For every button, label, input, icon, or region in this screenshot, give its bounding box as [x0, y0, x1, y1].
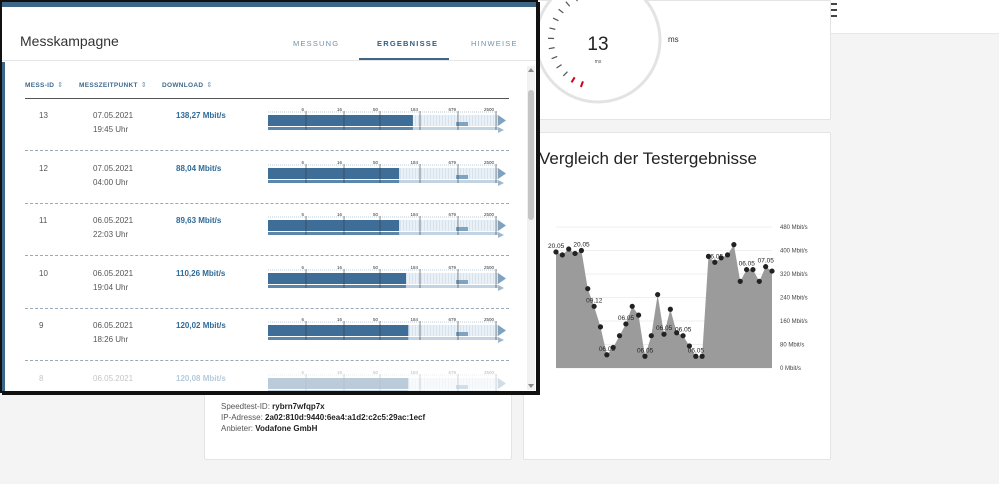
scroll-down-icon[interactable] — [528, 384, 534, 388]
scale-tick-label: 16 — [336, 264, 342, 270]
provider-label: Anbieter: — [221, 424, 254, 433]
ping-unit-small: ms — [594, 59, 602, 65]
row-id: 8 — [39, 373, 44, 383]
column-header-download-label: DOWNLOAD — [162, 82, 204, 89]
compare-title: Vergleich der Testergebnisse — [539, 149, 757, 168]
scale-tick-label: 6 — [301, 264, 304, 270]
chart-point-label: 09.12 — [586, 297, 603, 305]
row-time: 22:03 Uhr — [93, 230, 129, 239]
download-scale-bar — [268, 315, 508, 349]
chart-point-label: 06.05 — [598, 345, 616, 353]
row-id: 9 — [39, 321, 44, 330]
scale-tick-label: 679 — [448, 212, 456, 217]
scale-tick-label: 2500 — [483, 159, 494, 165]
chart-data-point[interactable] — [623, 321, 628, 326]
row-id: 10 — [39, 268, 48, 278]
ping-gauge — [540, 0, 665, 110]
table-row[interactable] — [25, 257, 509, 309]
chart-data-point[interactable] — [763, 264, 768, 269]
panel-scrollbar[interactable] — [527, 66, 535, 390]
scale-tick-label: 184 — [410, 264, 418, 270]
chart-data-point[interactable] — [617, 333, 622, 338]
y-tick-label: 240 Mbit/s — [780, 295, 808, 302]
scale-tick-label: 50 — [372, 107, 378, 112]
scale-tick-label: 6 — [301, 107, 304, 112]
chart-data-point[interactable] — [604, 352, 609, 357]
y-tick-label: 320 Mbit/s — [780, 272, 808, 278]
chart-point-label: 06.05 — [706, 253, 724, 261]
scale-tick-label: 50 — [372, 317, 378, 322]
chart-data-point[interactable] — [566, 246, 571, 251]
scale-tick-label: 2500 — [483, 107, 494, 112]
scale-tick-label: 2500 — [483, 212, 494, 217]
scale-tick-label: 679 — [448, 107, 456, 112]
chart-point-label: 06.05 — [636, 347, 654, 355]
y-tick-label: 400 Mbit/s — [780, 248, 808, 255]
chart-data-point[interactable] — [642, 354, 647, 359]
row-id: 13 — [39, 111, 48, 120]
row-id: 11 — [39, 216, 48, 225]
tab-divider — [2, 60, 536, 61]
row-date: 07.05.2021 — [93, 111, 134, 120]
scale-tick-label: 16 — [336, 107, 342, 112]
sort-icon: ⇕ — [140, 82, 147, 89]
chart-point-label: 20.05 — [573, 241, 590, 249]
chart-data-point[interactable] — [738, 279, 743, 284]
sort-icon: ⇕ — [57, 82, 64, 89]
scale-tick-label: 50 — [372, 212, 378, 217]
table-row[interactable] — [25, 309, 509, 361]
speedtest-id-value: rybrn7wfqp7x — [272, 402, 325, 411]
column-header-time-label: MESSZEITPUNKT — [79, 82, 138, 89]
row-time: 04:00 Uhr — [93, 177, 129, 187]
table-row[interactable] — [25, 362, 509, 394]
speedtest-id-label: Speedtest-ID: — [221, 402, 270, 411]
chart-data-point[interactable] — [712, 260, 717, 265]
row-download: 138,27 Mbit/s — [176, 111, 226, 120]
chart-data-point[interactable] — [636, 313, 641, 318]
scale-tick-label: 679 — [448, 159, 456, 165]
y-tick-label: 0 Mbit/s — [780, 366, 802, 372]
scale-tick-label: 2500 — [483, 369, 494, 375]
scale-tick-label: 184 — [410, 212, 418, 217]
download-scale-bar — [268, 210, 508, 244]
row-download: 120,08 Mbit/s — [176, 373, 226, 383]
ping-unit: ms — [668, 35, 679, 44]
scale-tick-label: 184 — [410, 107, 418, 112]
scale-tick-label: 16 — [336, 317, 342, 322]
sort-icon: ⇕ — [206, 82, 213, 89]
chart-data-point[interactable] — [668, 307, 673, 312]
table-row[interactable] — [25, 99, 509, 151]
ping-value: 13 — [587, 34, 609, 55]
chart-point-label: 06.05 — [738, 260, 755, 268]
scale-tick-label: 50 — [372, 159, 378, 165]
row-date: 06.05.2021 — [93, 373, 134, 383]
chart-data-point[interactable] — [649, 333, 654, 338]
scroll-up-icon[interactable] — [528, 68, 534, 72]
chart-data-point[interactable] — [661, 332, 666, 337]
scale-tick-label: 16 — [336, 212, 342, 217]
chart-point-label: 20.05 — [548, 242, 565, 250]
ip-label: IP-Adresse: — [221, 413, 263, 422]
scale-tick-label: 184 — [410, 159, 418, 165]
download-scale-bar — [268, 158, 508, 192]
row-time: 19:45 Uhr — [93, 125, 129, 134]
row-date: 06.05.2021 — [93, 268, 134, 278]
y-tick-label: 80 Mbit/s — [780, 342, 805, 349]
chart-data-point[interactable] — [769, 268, 774, 273]
row-time: 19:04 Uhr — [93, 282, 129, 292]
measurement-campaign-panel — [0, 0, 538, 393]
row-download: 89,63 Mbit/s — [176, 216, 222, 225]
tab-messung[interactable]: MESSUNG — [293, 39, 340, 48]
chart-data-point[interactable] — [553, 249, 558, 254]
panel-accent-bar — [2, 2, 536, 7]
chart-point-label: 06.05 — [656, 325, 673, 333]
table-row[interactable] — [25, 204, 509, 256]
row-download: 88,04 Mbit/s — [176, 163, 222, 173]
chart-data-point[interactable] — [700, 354, 705, 359]
scale-tick-label: 184 — [410, 369, 418, 375]
chart-point-label: 07.05 — [757, 257, 774, 265]
chart-data-point[interactable] — [592, 304, 597, 309]
table-row[interactable] — [25, 152, 509, 204]
panel-title: Messkampagne — [20, 33, 119, 49]
row-date: 06.05.2021 — [93, 321, 134, 330]
scale-tick-label: 16 — [336, 159, 342, 165]
ip-value: 2a02:810d:9440:6ea4:a1d2:c2c5:29ac:1ecf — [265, 413, 426, 422]
chart-data-point[interactable] — [585, 286, 590, 291]
scale-tick-label: 6 — [301, 212, 304, 217]
scale-tick-label: 184 — [410, 317, 418, 322]
provider-value: Vodafone GmbH — [255, 424, 318, 433]
row-date: 06.05.2021 — [93, 216, 134, 225]
scale-tick-label: 6 — [301, 159, 304, 165]
download-scale-bar — [268, 105, 508, 139]
chart-data-point[interactable] — [572, 251, 577, 256]
y-tick-label: 160 Mbit/s — [780, 319, 808, 325]
chart-data-point[interactable] — [744, 267, 749, 272]
column-header-time[interactable] — [79, 81, 147, 89]
scroll-thumb[interactable] — [528, 90, 534, 220]
download-scale-bar — [268, 368, 508, 394]
scale-tick-label: 679 — [448, 317, 456, 322]
chart-data-point[interactable] — [655, 292, 660, 297]
chart-point-label: 06.05 — [675, 326, 692, 334]
scale-tick-label: 6 — [301, 317, 304, 322]
scale-tick-label: 679 — [448, 264, 456, 270]
results-area-chart — [540, 215, 810, 385]
column-header-id-label: MESS-ID — [25, 82, 55, 89]
chart-data-point[interactable] — [680, 333, 685, 338]
tab-hinweise[interactable]: HINWEISE — [471, 39, 518, 48]
scale-tick-label: 679 — [448, 369, 456, 375]
row-time: 18:26 Uhr — [93, 335, 129, 344]
scale-tick-label: 2500 — [483, 264, 494, 270]
chart-data-point[interactable] — [630, 304, 635, 309]
chart-data-point[interactable] — [598, 324, 603, 329]
chart-data-point[interactable] — [731, 242, 736, 247]
scale-tick-label: 6 — [301, 369, 304, 375]
panel-left-accent — [2, 62, 5, 392]
row-download: 120,02 Mbit/s — [176, 321, 226, 330]
column-header-id[interactable] — [25, 81, 63, 89]
chart-data-point[interactable] — [579, 248, 584, 253]
download-scale-bar — [268, 263, 508, 297]
row-download: 110,26 Mbit/s — [176, 268, 226, 278]
chart-point-label: 06.05 — [617, 314, 635, 322]
row-date: 07.05.2021 — [93, 163, 134, 173]
scale-tick-label: 50 — [372, 369, 378, 375]
chart-data-point[interactable] — [750, 267, 755, 272]
chart-data-point[interactable] — [560, 252, 565, 257]
scale-tick-label: 50 — [372, 264, 378, 270]
chart-data-point[interactable] — [693, 354, 698, 359]
chart-data-point[interactable] — [757, 279, 762, 284]
column-header-download[interactable] — [162, 81, 213, 89]
scale-tick-label: 16 — [336, 369, 342, 375]
chart-point-label: 06.05 — [687, 347, 705, 355]
chart-data-point[interactable] — [725, 252, 730, 257]
scale-tick-label: 2500 — [483, 317, 494, 322]
speedtest-info — [221, 401, 425, 434]
y-tick-label: 480 Mbit/s — [780, 225, 808, 231]
row-id: 12 — [39, 163, 48, 173]
tab-ergebnisse[interactable]: ERGEBNISSE — [377, 39, 439, 48]
